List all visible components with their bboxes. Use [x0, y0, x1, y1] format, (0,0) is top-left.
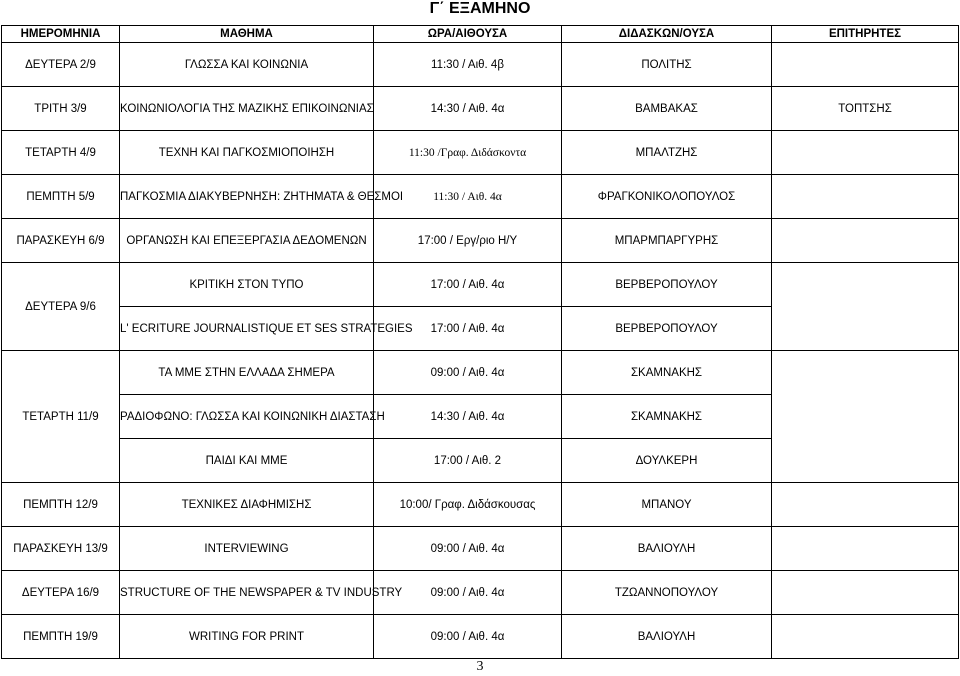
table-row	[2, 175, 959, 219]
cell-time-room: 09:00 / Αιθ. 4α	[374, 571, 562, 615]
cell-date: ΠΕΜΠΤΗ 5/9	[2, 175, 120, 219]
cell-proctors	[772, 615, 959, 659]
cell-time-room: 17:00 / Εργ/ριο Η/Υ	[374, 219, 562, 263]
table-row	[2, 131, 959, 175]
page-title: Γ΄ ΕΞΑΜΗΝΟ	[429, 0, 531, 17]
cell-date: ΠΑΡΑΣΚΕΥΗ 6/9	[2, 219, 120, 263]
cell-course: ΠΑΓΚΟΣΜΙΑ ΔΙΑΚΥΒΕΡΝΗΣΗ: ΖΗΤΗΜΑΤΑ & ΘΕΣΜΟΙ	[120, 175, 374, 219]
cell-date: ΤΕΤΑΡΤΗ 4/9	[2, 131, 120, 175]
cell-time-room: 14:30 / Αιθ. 4α	[374, 395, 562, 439]
cell-course: ΡΑΔΙΟΦΩΝΟ: ΓΛΩΣΣΑ ΚΑΙ ΚΟΙΝΩΝΙΚΗ ΔΙΑΣΤΑΣΗ	[120, 395, 374, 439]
cell-proctors	[772, 483, 959, 527]
cell-instructor: ΒΕΡΒΕΡΟΠΟΥΛΟΥ	[562, 263, 772, 307]
cell-course: L' ECRITURE JOURNALISTIQUE ET SES STRATEGIES	[120, 307, 374, 351]
cell-proctors	[772, 351, 959, 483]
cell-proctors	[772, 131, 959, 175]
cell-date: ΤΡΙΤΗ 3/9	[2, 87, 120, 131]
header-time-room: ΩΡΑ/ΑΙΘΟΥΣΑ	[374, 26, 562, 43]
cell-time-room: 10:00/ Γραφ. Διδάσκουσας	[374, 483, 562, 527]
cell-instructor: ΠΟΛΙΤΗΣ	[562, 43, 772, 87]
cell-date: ΠΕΜΠΤΗ 19/9	[2, 615, 120, 659]
cell-time-room: 11:30 /Γραφ. Διδάσκοντα	[374, 131, 562, 175]
cell-course: ΤΕΧΝΙΚΕΣ ΔΙΑΦΗΜΙΣΗΣ	[120, 483, 374, 527]
cell-instructor: ΣΚΑΜΝΑΚΗΣ	[562, 351, 772, 395]
cell-course: ΠΑΙΔΙ ΚΑΙ ΜΜΕ	[120, 439, 374, 483]
cell-instructor: ΣΚΑΜΝΑΚΗΣ	[562, 395, 772, 439]
cell-time-room: 09:00 / Αιθ. 4α	[374, 615, 562, 659]
cell-instructor: ΦΡΑΓΚΟΝΙΚΟΛΟΠΟΥΛΟΣ	[562, 175, 772, 219]
table-row	[2, 615, 959, 659]
cell-course: STRUCTURE OF THE NEWSPAPER & TV INDUSTRY	[120, 571, 374, 615]
cell-course: ΚΟΙΝΩΝΙΟΛΟΓΙΑ ΤΗΣ ΜΑΖΙΚΗΣ ΕΠΙΚΟΙΝΩΝΙΑΣ	[120, 87, 374, 131]
table-row	[2, 483, 959, 527]
cell-instructor: ΒΑΛΙΟΥΛΗ	[562, 527, 772, 571]
cell-time-room: 09:00 / Αιθ. 4α	[374, 351, 562, 395]
header-course: ΜΑΘΗΜΑ	[120, 26, 374, 43]
cell-proctors	[772, 43, 959, 87]
cell-time-room: 17:00 / Αιθ. 4α	[374, 263, 562, 307]
cell-proctors	[772, 263, 959, 351]
cell-course: ΓΛΩΣΣΑ ΚΑΙ ΚΟΙΝΩΝΙΑ	[120, 43, 374, 87]
cell-proctors	[772, 219, 959, 263]
cell-proctors	[772, 527, 959, 571]
table-header-row	[2, 26, 959, 43]
cell-course: ΚΡΙΤΙΚΗ ΣΤΟΝ ΤΥΠΟ	[120, 263, 374, 307]
table-row	[2, 43, 959, 87]
cell-course: ΟΡΓΑΝΩΣΗ ΚΑΙ ΕΠΕΞΕΡΓΑΣΙΑ ΔΕΔΟΜΕΝΩΝ	[120, 219, 374, 263]
cell-date: ΠΕΜΠΤΗ 12/9	[2, 483, 120, 527]
table-row	[2, 219, 959, 263]
cell-instructor: ΜΠΑΛΤΖΗΣ	[562, 131, 772, 175]
cell-date: ΔΕΥΤΕΡΑ 16/9	[2, 571, 120, 615]
cell-date: ΔΕΥΤΕΡΑ 9/6	[2, 263, 120, 351]
cell-proctors	[772, 571, 959, 615]
header-instructor: ΔΙΔΑΣΚΩΝ/ΟΥΣΑ	[562, 26, 772, 43]
cell-course: WRITING FOR PRINT	[120, 615, 374, 659]
cell-date: ΠΑΡΑΣΚΕΥΗ 13/9	[2, 527, 120, 571]
table-row	[2, 351, 959, 395]
table-row	[2, 527, 959, 571]
cell-course: ΤΕΧΝΗ ΚΑΙ ΠΑΓΚΟΣΜΙΟΠΟΙΗΣΗ	[120, 131, 374, 175]
page-number: 3	[476, 659, 484, 674]
cell-instructor: ΔΟΥΛΚΕΡΗ	[562, 439, 772, 483]
cell-instructor: ΒΕΡΒΕΡΟΠΟΥΛΟΥ	[562, 307, 772, 351]
cell-time-room: 11:30 / Αιθ. 4α	[374, 175, 562, 219]
cell-date: ΔΕΥΤΕΡΑ 2/9	[2, 43, 120, 87]
cell-time-room: 11:30 / Αιθ. 4β	[374, 43, 562, 87]
table-row	[2, 263, 959, 307]
cell-time-room: 14:30 / Αιθ. 4α	[374, 87, 562, 131]
header-date: ΗΜΕΡΟΜΗΝΙΑ	[2, 26, 120, 43]
cell-course: INTERVIEWING	[120, 527, 374, 571]
table-row	[2, 87, 959, 131]
cell-time-room: 17:00 / Αιθ. 2	[374, 439, 562, 483]
cell-time-room: 17:00 / Αιθ. 4α	[374, 307, 562, 351]
cell-date: ΤΕΤΑΡΤΗ 11/9	[2, 351, 120, 483]
cell-course: ΤΑ ΜΜΕ ΣΤΗΝ ΕΛΛΑΔΑ ΣΗΜΕΡΑ	[120, 351, 374, 395]
cell-proctors: ΤΟΠΤΣΗΣ	[772, 87, 959, 131]
cell-proctors	[772, 175, 959, 219]
cell-time-room: 09:00 / Αιθ. 4α	[374, 527, 562, 571]
cell-instructor: ΜΠΑΝΟΥ	[562, 483, 772, 527]
cell-instructor: ΒΑΜΒΑΚΑΣ	[562, 87, 772, 131]
cell-instructor: ΒΑΛΙΟΥΛΗ	[562, 615, 772, 659]
cell-instructor: ΤΖΩΑΝΝΟΠΟΥΛΟΥ	[562, 571, 772, 615]
cell-instructor: ΜΠΑΡΜΠΑΡΓΥΡΗΣ	[562, 219, 772, 263]
exam-schedule-table	[1, 25, 959, 659]
header-proctors: ΕΠΙΤΗΡΗΤΕΣ	[772, 26, 959, 43]
table-row	[2, 571, 959, 615]
